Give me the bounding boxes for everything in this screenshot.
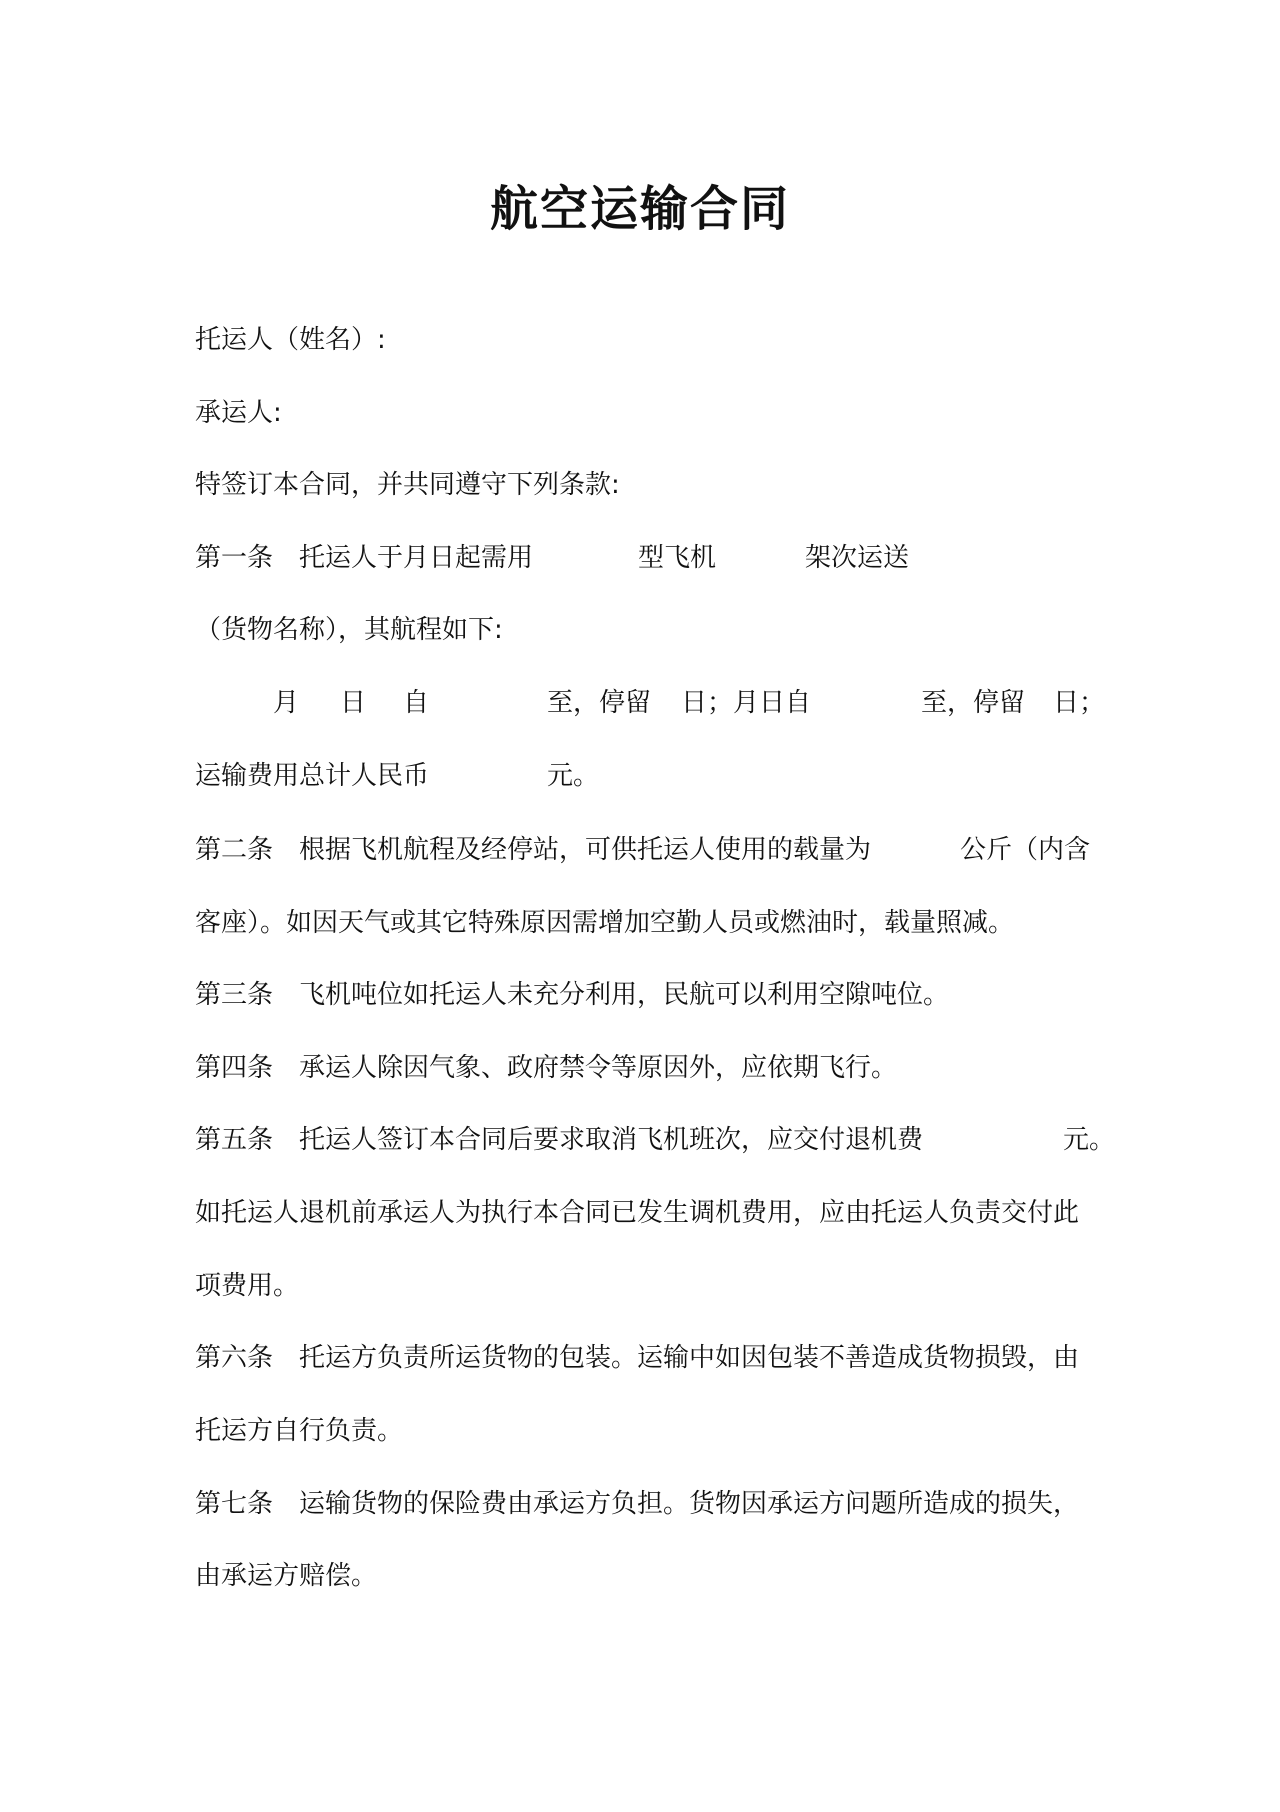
article-1-text-a: 第一条 托运人于月日起需用: [195, 543, 534, 573]
article-4-line: 第四条 承运人除因气象、政府禁令等原因外，应依期飞行。: [195, 1053, 898, 1083]
article-5-line-3: 项费用。: [195, 1271, 300, 1301]
article-5-text-a: 第五条 托运人签订本合同后要求取消飞机班次，应交付退机费: [195, 1125, 924, 1155]
article-2-line-1: [195, 832, 1095, 868]
carrier-line: 承运人:: [195, 398, 282, 428]
route-to-stop-2: 至，停留: [921, 688, 1026, 718]
article-1-fee-line: [195, 758, 795, 794]
article-5-line-2: 如托运人退机前承运人为执行本合同已发生调机费用，应由托运人负责交付此: [195, 1198, 1080, 1228]
document-title: 航空运输合同: [489, 181, 790, 237]
route-month: 月: [273, 688, 300, 718]
route-day: 日: [340, 688, 367, 718]
article-5-text-b: 元。: [1063, 1125, 1116, 1155]
article-7-line-2: 由承运方赔偿。: [195, 1561, 378, 1591]
article-2-line-2: 客座）。如因天气或其它特殊原因需增加空勤人员或燃油时，载量照减。: [195, 908, 1015, 938]
article-1-route-line: [195, 685, 1106, 721]
article-6-line-2: 托运方自行负责。: [195, 1416, 404, 1446]
article-2-text-a: 第二条 根据飞机航程及经停站，可供托运人使用的载量为: [195, 835, 872, 865]
article-1-line-1: [195, 540, 1095, 576]
fee-unit: 元。: [547, 761, 600, 791]
intro-line: 特签订本合同，并共同遵守下列条款:: [195, 470, 620, 500]
article-5-line-1: [195, 1122, 1115, 1158]
article-7-line-1: 第七条 运输货物的保险费由承运方负担。货物因承运方问题所造成的损失，: [195, 1489, 1080, 1519]
article-2-text-b: 公斤（内含: [960, 835, 1091, 865]
route-from: 自: [403, 688, 430, 718]
shipper-line: 托运人（姓名）:: [195, 325, 386, 355]
route-to-stop-1: 至，停留: [547, 688, 652, 718]
article-1-text-c: 架次运送: [805, 543, 910, 573]
article-3-line: 第三条 飞机吨位如托运人未充分利用，民航可以利用空隙吨位。: [195, 980, 950, 1010]
route-day-sep: 日；月日自: [681, 688, 812, 718]
article-1-line-2: （货物名称），其航程如下:: [195, 615, 503, 645]
article-6-line-1: 第六条 托运方负责所运货物的包装。运输中如因包装不善造成货物损毁，由: [195, 1343, 1080, 1373]
route-day-end: 日；: [1053, 688, 1106, 718]
article-1-text-b: 型飞机: [638, 543, 717, 573]
fee-label: 运输费用总计人民币: [195, 761, 430, 791]
